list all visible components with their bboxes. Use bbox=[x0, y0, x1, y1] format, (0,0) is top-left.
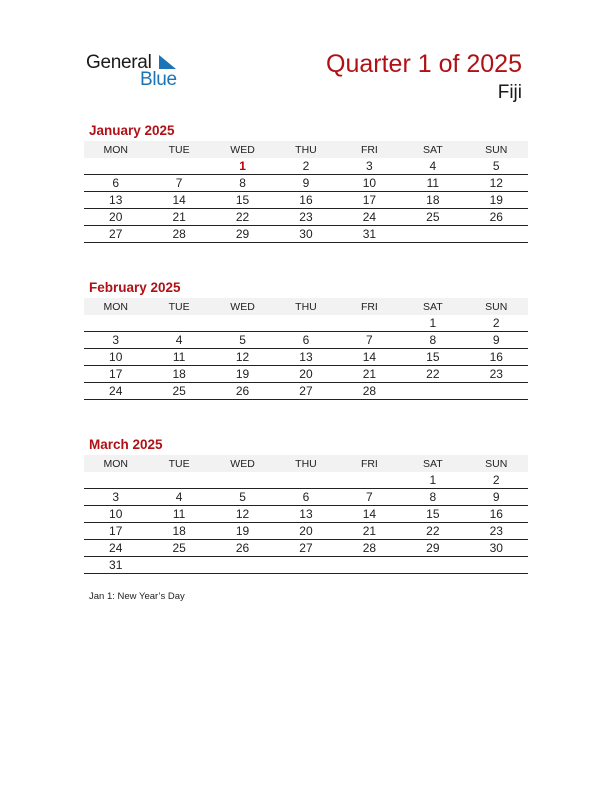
week-row bbox=[84, 349, 528, 366]
day-cell: 3 bbox=[84, 332, 147, 349]
day-cell: 28 bbox=[147, 226, 210, 243]
logo-blue-text: Blue bbox=[140, 69, 177, 90]
month-title: January 2025 bbox=[89, 123, 175, 138]
week-row bbox=[84, 506, 528, 523]
day-cell: 30 bbox=[274, 226, 337, 243]
weekday-header: SUN bbox=[465, 455, 528, 472]
weekday-header-row bbox=[84, 141, 528, 158]
day-cell: 10 bbox=[338, 175, 401, 192]
day-cell bbox=[84, 472, 147, 489]
day-cell: 10 bbox=[84, 349, 147, 366]
day-cell: 11 bbox=[147, 506, 210, 523]
week-row bbox=[84, 192, 528, 209]
day-cell: 6 bbox=[84, 175, 147, 192]
weekday-header: SAT bbox=[401, 455, 464, 472]
day-cell: 17 bbox=[84, 523, 147, 540]
weekday-header: WED bbox=[211, 141, 274, 158]
weekday-header: THU bbox=[274, 298, 337, 315]
day-cell bbox=[274, 472, 337, 489]
day-cell: 22 bbox=[401, 366, 464, 383]
day-cell: 8 bbox=[211, 175, 274, 192]
day-cell: 13 bbox=[274, 349, 337, 366]
day-cell: 29 bbox=[401, 540, 464, 557]
day-cell: 9 bbox=[465, 489, 528, 506]
day-cell: 20 bbox=[274, 523, 337, 540]
day-cell bbox=[147, 557, 210, 574]
calendar-table bbox=[84, 141, 528, 243]
day-cell: 22 bbox=[211, 209, 274, 226]
day-cell: 24 bbox=[338, 209, 401, 226]
day-cell: 18 bbox=[147, 366, 210, 383]
day-cell: 21 bbox=[338, 366, 401, 383]
day-cell: 21 bbox=[338, 523, 401, 540]
day-cell: 14 bbox=[147, 192, 210, 209]
day-cell: 3 bbox=[84, 489, 147, 506]
weekday-header: THU bbox=[274, 455, 337, 472]
day-cell: 16 bbox=[274, 192, 337, 209]
day-cell: 15 bbox=[211, 192, 274, 209]
week-row bbox=[84, 226, 528, 243]
day-cell bbox=[211, 557, 274, 574]
day-cell: 18 bbox=[147, 523, 210, 540]
day-cell: 15 bbox=[401, 506, 464, 523]
day-cell: 20 bbox=[274, 366, 337, 383]
day-cell: 30 bbox=[465, 540, 528, 557]
day-cell bbox=[338, 472, 401, 489]
day-cell: 15 bbox=[401, 349, 464, 366]
day-cell bbox=[84, 158, 147, 175]
day-cell: 12 bbox=[465, 175, 528, 192]
day-cell: 25 bbox=[401, 209, 464, 226]
day-cell bbox=[84, 315, 147, 332]
day-cell: 26 bbox=[211, 383, 274, 400]
day-cell: 14 bbox=[338, 506, 401, 523]
day-cell: 2 bbox=[465, 315, 528, 332]
week-row bbox=[84, 209, 528, 226]
day-cell: 24 bbox=[84, 540, 147, 557]
day-cell bbox=[338, 315, 401, 332]
day-cell bbox=[401, 383, 464, 400]
week-row bbox=[84, 523, 528, 540]
day-cell: 27 bbox=[84, 226, 147, 243]
day-cell: 1 bbox=[211, 158, 274, 175]
day-cell: 11 bbox=[147, 349, 210, 366]
day-cell: 8 bbox=[401, 332, 464, 349]
calendar-table bbox=[84, 455, 528, 574]
weekday-header: TUE bbox=[147, 141, 210, 158]
day-cell: 3 bbox=[338, 158, 401, 175]
weekday-header: SUN bbox=[465, 298, 528, 315]
weekday-header: THU bbox=[274, 141, 337, 158]
day-cell: 19 bbox=[211, 366, 274, 383]
holiday-note: Jan 1: New Year’s Day bbox=[89, 591, 185, 602]
day-cell bbox=[338, 557, 401, 574]
day-cell: 13 bbox=[274, 506, 337, 523]
holiday-notes bbox=[89, 591, 185, 602]
week-row bbox=[84, 540, 528, 557]
day-cell: 28 bbox=[338, 383, 401, 400]
day-cell: 25 bbox=[147, 540, 210, 557]
day-cell: 24 bbox=[84, 383, 147, 400]
day-cell bbox=[465, 557, 528, 574]
day-cell bbox=[401, 557, 464, 574]
day-cell: 5 bbox=[211, 489, 274, 506]
day-cell: 17 bbox=[338, 192, 401, 209]
day-cell: 23 bbox=[465, 523, 528, 540]
day-cell: 14 bbox=[338, 349, 401, 366]
weekday-header: TUE bbox=[147, 455, 210, 472]
day-cell: 19 bbox=[211, 523, 274, 540]
weekday-header: TUE bbox=[147, 298, 210, 315]
day-cell: 26 bbox=[211, 540, 274, 557]
day-cell: 23 bbox=[465, 366, 528, 383]
day-cell: 1 bbox=[401, 472, 464, 489]
day-cell: 7 bbox=[338, 489, 401, 506]
day-cell bbox=[147, 158, 210, 175]
month-title: March 2025 bbox=[89, 437, 163, 452]
day-cell: 31 bbox=[338, 226, 401, 243]
weekday-header: WED bbox=[211, 298, 274, 315]
page-title: Quarter 1 of 2025 bbox=[326, 50, 522, 78]
day-cell: 18 bbox=[401, 192, 464, 209]
day-cell: 2 bbox=[274, 158, 337, 175]
day-cell: 9 bbox=[274, 175, 337, 192]
weekday-header: FRI bbox=[338, 298, 401, 315]
day-cell: 28 bbox=[338, 540, 401, 557]
weekday-header: FRI bbox=[338, 455, 401, 472]
week-row bbox=[84, 175, 528, 192]
day-cell: 13 bbox=[84, 192, 147, 209]
day-cell: 12 bbox=[211, 349, 274, 366]
day-cell: 1 bbox=[401, 315, 464, 332]
month-march bbox=[84, 437, 528, 574]
country-name: Fiji bbox=[497, 82, 522, 103]
day-cell bbox=[274, 557, 337, 574]
day-cell bbox=[211, 472, 274, 489]
day-cell bbox=[465, 226, 528, 243]
day-cell: 4 bbox=[147, 332, 210, 349]
day-cell: 17 bbox=[84, 366, 147, 383]
day-cell: 16 bbox=[465, 349, 528, 366]
week-row bbox=[84, 315, 528, 332]
weekday-header: SAT bbox=[401, 141, 464, 158]
day-cell: 5 bbox=[465, 158, 528, 175]
day-cell: 12 bbox=[211, 506, 274, 523]
day-cell: 26 bbox=[465, 209, 528, 226]
weekday-header: MON bbox=[84, 455, 147, 472]
day-cell: 10 bbox=[84, 506, 147, 523]
day-cell bbox=[211, 315, 274, 332]
weekday-header: MON bbox=[84, 298, 147, 315]
weekday-header-row bbox=[84, 455, 528, 472]
logo-general-text: General bbox=[86, 52, 152, 73]
day-cell: 22 bbox=[401, 523, 464, 540]
day-cell bbox=[147, 315, 210, 332]
logo-triangle-icon bbox=[159, 55, 176, 69]
weekday-header: MON bbox=[84, 141, 147, 158]
week-row bbox=[84, 332, 528, 349]
day-cell bbox=[465, 383, 528, 400]
day-cell: 4 bbox=[147, 489, 210, 506]
day-cell: 5 bbox=[211, 332, 274, 349]
day-cell: 6 bbox=[274, 489, 337, 506]
weekday-header: SUN bbox=[465, 141, 528, 158]
day-cell: 2 bbox=[465, 472, 528, 489]
day-cell: 16 bbox=[465, 506, 528, 523]
day-cell bbox=[147, 472, 210, 489]
day-cell: 29 bbox=[211, 226, 274, 243]
day-cell: 21 bbox=[147, 209, 210, 226]
calendar-table bbox=[84, 298, 528, 400]
day-cell: 23 bbox=[274, 209, 337, 226]
weekday-header-row bbox=[84, 298, 528, 315]
day-cell: 6 bbox=[274, 332, 337, 349]
day-cell: 19 bbox=[465, 192, 528, 209]
day-cell: 27 bbox=[274, 383, 337, 400]
day-cell: 8 bbox=[401, 489, 464, 506]
month-february bbox=[84, 280, 528, 400]
month-title: February 2025 bbox=[89, 280, 181, 295]
month-january bbox=[84, 123, 528, 243]
weekday-header: SAT bbox=[401, 298, 464, 315]
logo bbox=[86, 52, 196, 92]
day-cell: 31 bbox=[84, 557, 147, 574]
day-cell: 11 bbox=[401, 175, 464, 192]
day-cell: 27 bbox=[274, 540, 337, 557]
week-row bbox=[84, 383, 528, 400]
day-cell: 20 bbox=[84, 209, 147, 226]
day-cell: 7 bbox=[147, 175, 210, 192]
week-row bbox=[84, 158, 528, 175]
weekday-header: FRI bbox=[338, 141, 401, 158]
day-cell: 9 bbox=[465, 332, 528, 349]
week-row bbox=[84, 366, 528, 383]
weekday-header: WED bbox=[211, 455, 274, 472]
day-cell: 4 bbox=[401, 158, 464, 175]
week-row bbox=[84, 472, 528, 489]
day-cell: 25 bbox=[147, 383, 210, 400]
day-cell: 7 bbox=[338, 332, 401, 349]
day-cell bbox=[401, 226, 464, 243]
week-row bbox=[84, 489, 528, 506]
week-row bbox=[84, 557, 528, 574]
day-cell bbox=[274, 315, 337, 332]
